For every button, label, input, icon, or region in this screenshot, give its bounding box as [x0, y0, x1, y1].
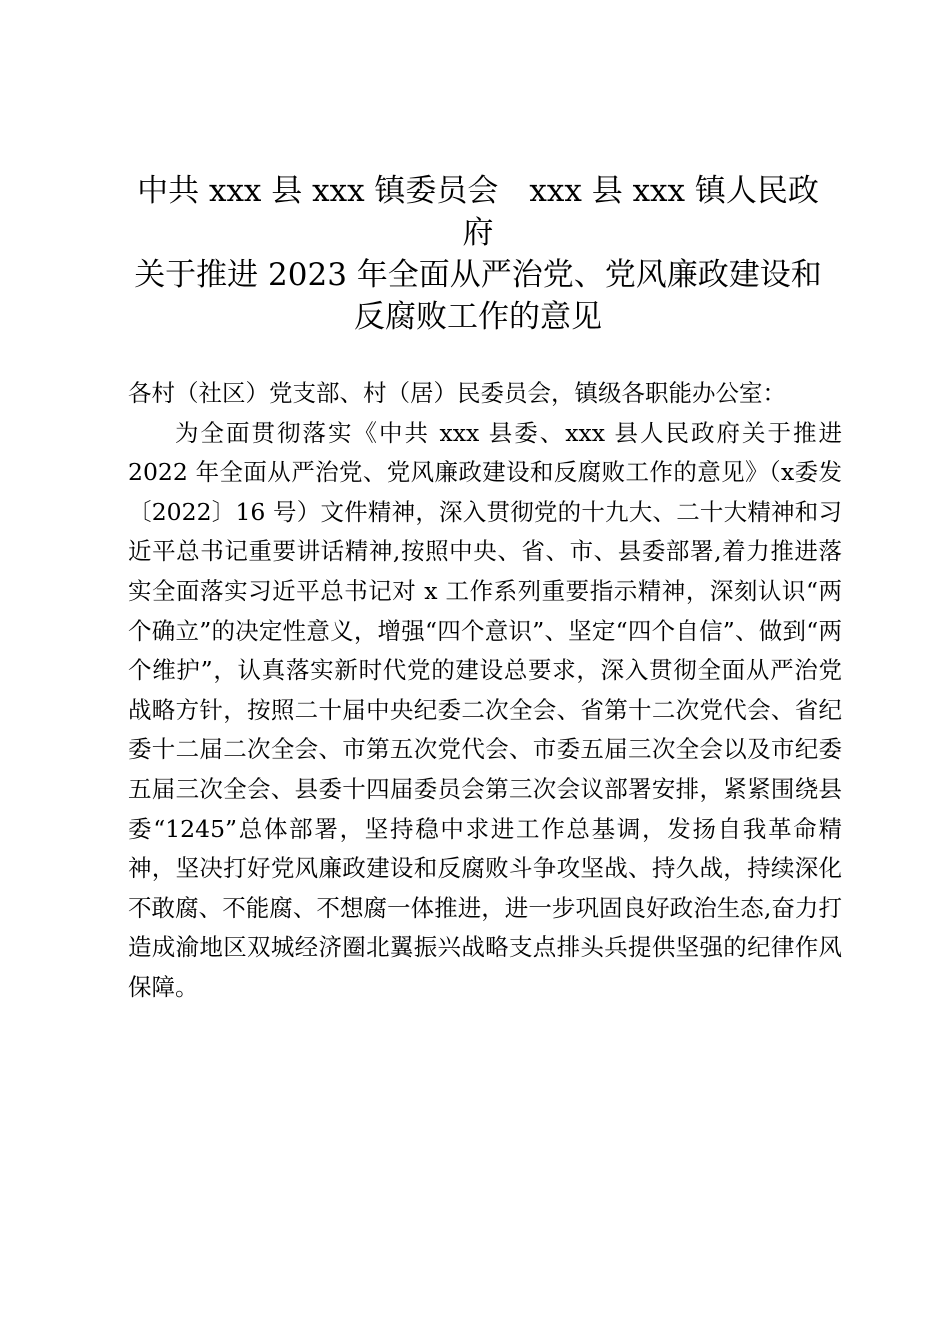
document-title: [128, 170, 828, 338]
title-line-subject: 关于推进 2023 年全面从严治党、党风廉政建设和反腐败工作的意见: [134, 257, 822, 335]
salutation: 各村（社区）党支部、村（居）民委员会，镇级各职能办公室：: [128, 379, 786, 407]
body-paragraph: 为全面贯彻落实《中共 xxx 县委、xxx 县人民政府关于推进 2022 年全面从严治党、党风廉政建设和反腐败工作的意见》（x委发〔2022〕16 号）文件精神，深入贯彻党的十九大、二十大精神和习近平总书记重要讲话精神,按照中央、省、市、县委部署,着力推进落实全面落实习近平总书记对 x 工作系列重要指示精神，深刻认识“两个确立”的决定性意义，增强“四个意识”、坚定“四个自信”、做到“两个维护”，认真落实新时代党的建设总要求，深入贯彻全面从严治党战略方针，按照二十届中央纪委二次全会、省第十二次党代会、省纪委十二届二次全会、市第五次党代会、市委五届三次全会以及市纪委五届三次全会、县委十四届委员会第三次会议部署安排，紧紧围绕县委“1245”总体部署，坚持稳中求进工作总基调，发扬自我革命精神，坚决打好党风廉政建设和反腐败斗争攻坚战、持久战，持续深化不敢腐、不能腐、不想腐一体推进，进一步巩固良好政治生态,奋力打造成渝地区双城经济圈北翼振兴战略支点排头兵提供坚强的纪律作风保障。: [128, 418, 842, 1001]
title-line-issuers: 中共 xxx 县 xxx 镇委员会 xxx 县 xxx 镇人民政府: [137, 173, 819, 251]
document-body: [128, 374, 842, 1008]
